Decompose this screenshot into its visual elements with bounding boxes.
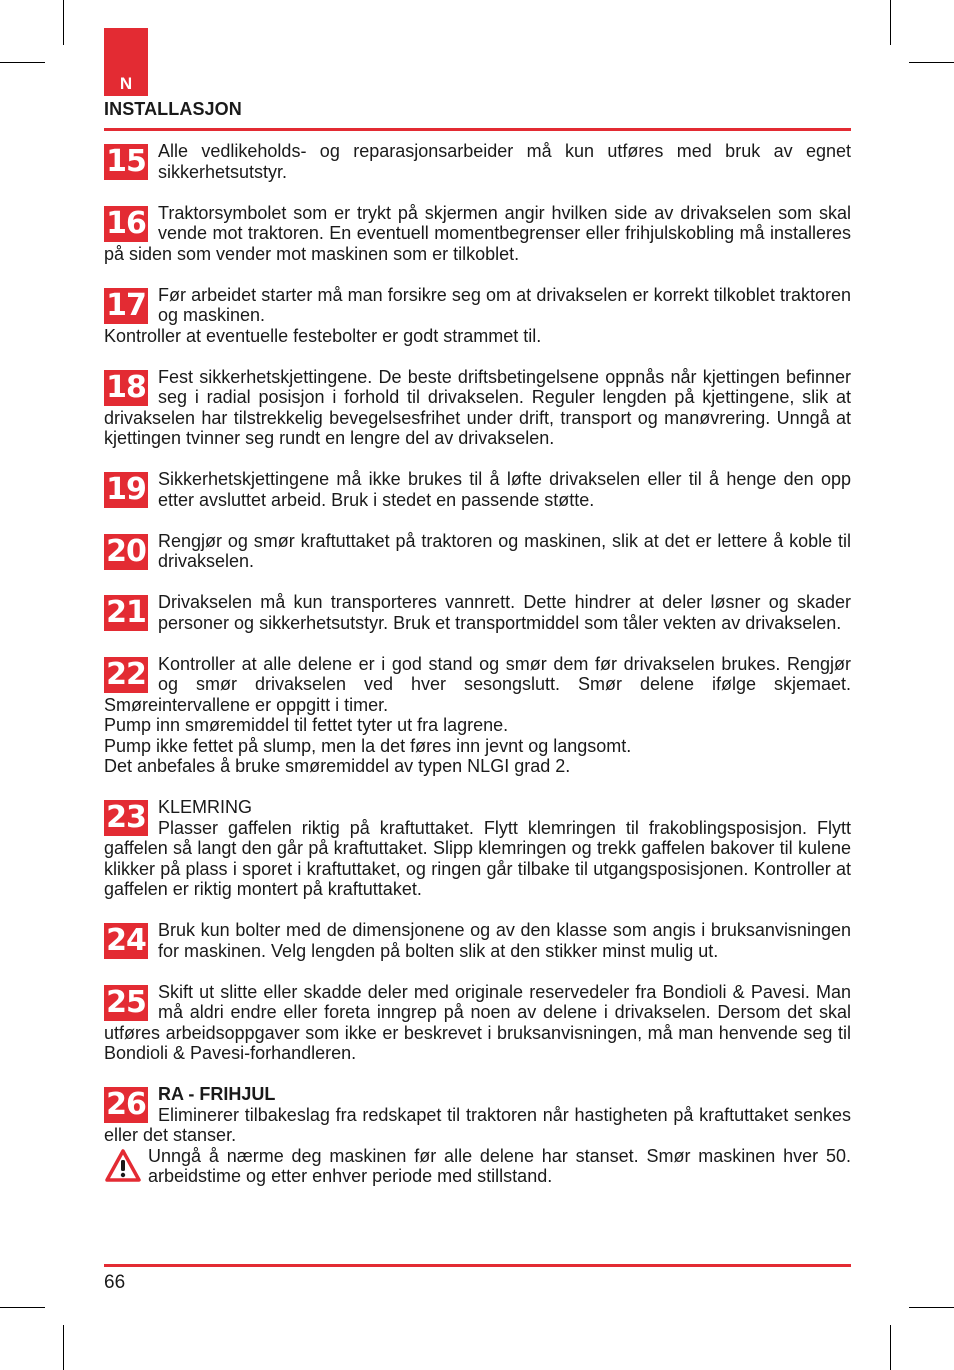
item-number-badge: 25: [104, 985, 148, 1021]
instruction-list: [104, 141, 851, 1187]
item-number-badge: 18: [104, 370, 148, 406]
item-text: Kontroller at eventuelle festebolter er godt strammet til.: [104, 325, 542, 346]
instruction-item-15: [104, 141, 851, 182]
instruction-item-22: [104, 654, 851, 777]
footer-rule: [104, 1264, 851, 1267]
instruction-item-26: [104, 1084, 851, 1187]
item-text: Plasser gaffelen riktig på kraftuttaket. Flytt klemringen til frakoblingsposisjon. Flytt gaffelen så langt den går på kraftuttaket. Slipp klemringen og trekk gaffelen bakover til kulene klikker på plass i sporet i kraftuttaket, og ringen går tilbake til utgangsposisjonen. Kontroller at gaffelen er riktig montert på kraftuttaket.: [104, 817, 851, 899]
item-text: Drivakselen må kun transporteres vannrett. Dette hindrer at deler løsner og skader personer og sikkerhetsutstyr. Bruk et transportmiddel som tåler vekten av drivakselen.: [158, 592, 851, 633]
item-text: Bruk kun bolter med de dimensjonene og av den klasse som angis i bruksanvisningen for maskinen. Velg lengden på bolten slik at den stikker minst mulig ut.: [158, 920, 851, 961]
language-tab: [104, 28, 148, 96]
warning-text: Unngå å nærme deg maskinen før alle delene har stanset. Smør maskinen hver 50. arbeidstime og etter enhver periode med stillstand.: [148, 1145, 851, 1186]
item-number-badge: 17: [104, 288, 148, 324]
item-number-badge: 23: [104, 800, 148, 836]
item-heading: RA - FRIHJUL: [158, 1084, 276, 1104]
item-text: Kontroller at alle delene er i god stand og smør dem før drivakselen brukes. Rengjør og smør drivakselen ved hver sesongslutt. Smør delene ifølge skjemaet. Smøreintervallene er oppgitt i timer.: [104, 653, 851, 715]
section-title: INSTALLASJON: [104, 99, 242, 119]
item-text: Sikkerhetskjettingene må ikke brukes til å løfte drivakselen eller til å henge den opp etter avsluttet arbeid. Bruk i stedet en passende støtte.: [158, 469, 851, 510]
instruction-item-18: [104, 367, 851, 449]
item-text: Eliminerer tilbakeslag fra redskapet til traktoren når hastigheten på kraftuttaket senkes eller det stanser.: [104, 1104, 851, 1145]
item-text: Fest sikkerhetskjettingene. De beste driftsbetingelsene oppnås når kjettingen befinner seg i radial posisjon i forhold til drivakselen. Reguler lengden på kjettingene, slik at drivakselen har tilstrekkelig bevegelsesfrihet under drift, transport og manøvrering. Unngå at kjettingen tvinner seg rundt en lengre del av drivakselen.: [104, 366, 851, 448]
instruction-item-19: [104, 469, 851, 510]
crop-mark: [0, 62, 45, 63]
language-code: N: [119, 74, 133, 93]
item-number-badge: 22: [104, 657, 148, 693]
item-text: Traktorsymbolet som er trykt på skjermen angir hvilken side av drivakselen som skal vende mot traktoren. En eventuell momentbegrenser eller frihjulskobling må installeres på siden som vender mot maskinen som er tilkoblet.: [104, 202, 851, 264]
instruction-item-24: [104, 920, 851, 961]
crop-mark: [909, 1307, 954, 1308]
instruction-item-16: [104, 203, 851, 265]
crop-mark: [890, 1325, 891, 1370]
item-text: Skift ut slitte eller skadde deler med originale reservedeler fra Bondioli & Pavesi. Man må aldri endre eller foreta inngrep på noen av delene i drivakselen. Dersom det skal utføres arbeidsoppgaver som ikke er beskrevet i bruksanvisningen, må man henvende seg til Bondioli & Pavesi-forhandleren.: [104, 981, 851, 1063]
item-number-badge: 20: [104, 534, 148, 570]
item-text: Alle vedlikeholds- og reparasjonsarbeider må kun utføres med bruk av egnet sikkerhetsutstyr.: [158, 141, 851, 182]
item-number-badge: 21: [104, 595, 148, 631]
item-number-badge: 15: [104, 144, 148, 180]
instruction-item-23: [104, 797, 851, 900]
item-number-badge: 19: [104, 472, 148, 508]
item-text: Det anbefales å bruke smøremiddel av typen NLGI grad 2.: [104, 756, 571, 776]
crop-mark: [63, 1325, 64, 1370]
item-text: Pump ikke fettet på slump, men la det føres inn jevnt og langsomt.: [104, 735, 632, 756]
item-number-badge: 16: [104, 206, 148, 242]
crop-mark: [909, 62, 954, 63]
warning-triangle-icon: [104, 1148, 142, 1184]
instruction-item-17: [104, 285, 851, 347]
item-number-badge: 26: [104, 1087, 148, 1123]
item-text: Pump inn smøremiddel til fettet tyter ut fra lagrene.: [104, 715, 509, 735]
crop-mark: [890, 0, 891, 45]
page-number: 66: [104, 1272, 126, 1293]
header-rule: [104, 128, 851, 131]
item-text: Før arbeidet starter må man forsikre seg om at drivakselen er korrekt tilkoblet traktoren og maskinen.: [158, 284, 851, 325]
warning-note: [104, 1146, 851, 1187]
instruction-item-21: [104, 592, 851, 633]
instruction-item-20: [104, 531, 851, 572]
item-text: Rengjør og smør kraftuttaket på traktoren og maskinen, slik at det er lettere å koble til drivakselen.: [158, 530, 851, 571]
crop-mark: [0, 1307, 45, 1308]
item-heading: KLEMRING: [158, 797, 253, 817]
crop-mark: [63, 0, 64, 45]
item-number-badge: 24: [104, 923, 148, 959]
instruction-item-25: [104, 982, 851, 1064]
